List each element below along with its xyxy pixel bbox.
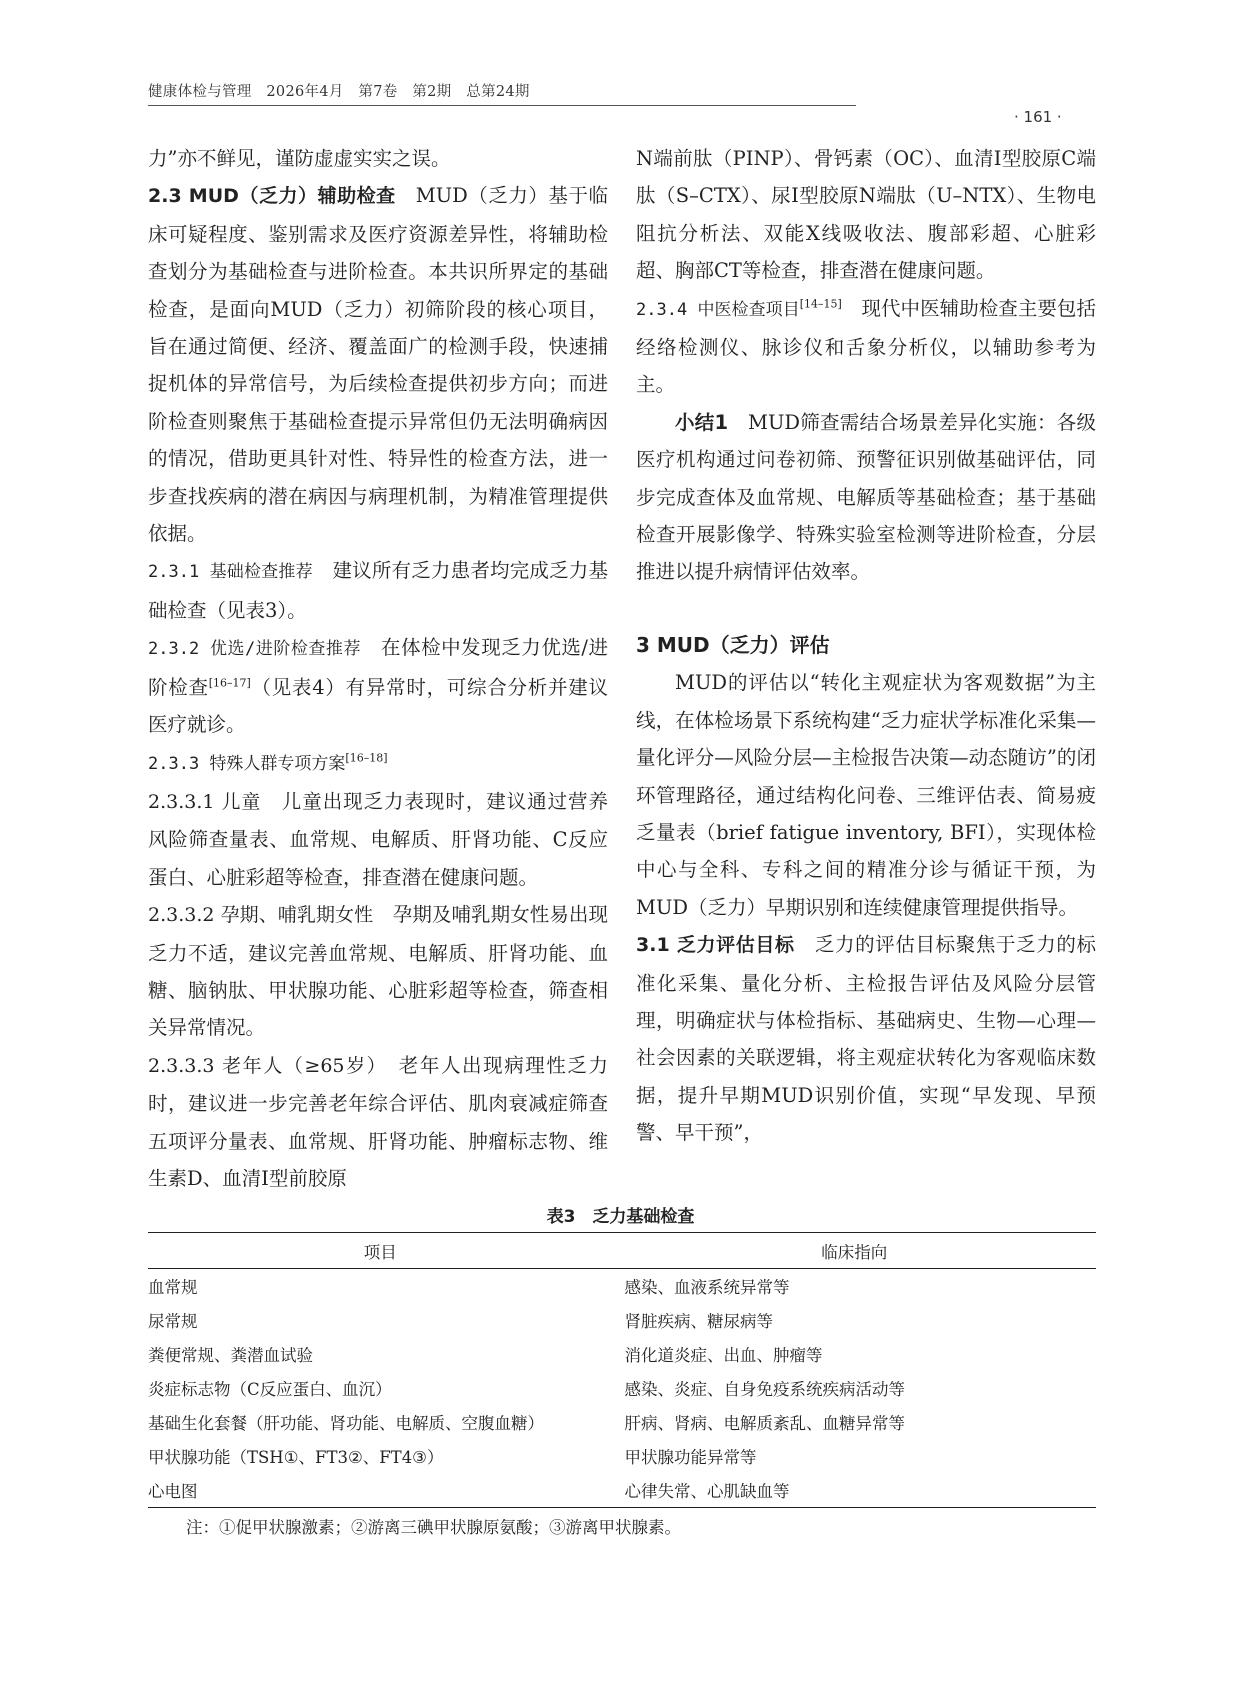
subsection-heading: 2.3.4 中医检查项目 xyxy=(636,299,800,320)
subsection-heading: 2.3.2 优选/进阶检查推荐 xyxy=(148,639,361,660)
table-cell: 消化道炎症、出血、肿瘤等 xyxy=(624,1346,823,1365)
paragraph: N端前肽（PINP）、骨钙素（OC）、血清Ⅰ型胶原C端肽（S–CTX）、尿Ⅰ型胶原N端肽（U–NTX）、生物电阻抗分析法、双能X线吸收法、腹部彩超、心脏彩超、胸部CT等检查，排查潜在健康问题。 xyxy=(636,147,1096,283)
subsection-heading: 2.3.3.3 老年人（≥65岁） xyxy=(148,1054,378,1077)
table-cell: 粪便常规、粪潜血试验 xyxy=(148,1346,313,1365)
table-cell: 感染、血液系统异常等 xyxy=(624,1278,790,1297)
summary-body: MUD筛查需结合场景差异化实施：各级医疗机构通过问卷初筛、预警征识别做基础评估，同步完成查体及血常规、电解质等基础检查；基于基础检查开展影像学、特殊实验室检测等进阶检查，分层推进以提升病情评估效率。 xyxy=(636,410,1096,584)
section-3-heading: 3 MUD（乏力）评估 xyxy=(636,632,830,657)
subsection-heading: 2.3.3.2 孕期、哺乳期女性 xyxy=(148,904,374,927)
table-cell: 心律失常、心肌缺血等 xyxy=(613,1473,1096,1508)
summary-paragraph xyxy=(636,404,1096,591)
table-header-row xyxy=(148,1233,1096,1269)
subsection-body: （见表4）有异常时，可综合分析并建议医疗就诊。 xyxy=(148,675,608,737)
section-2-3-3-3 xyxy=(148,1047,608,1198)
table-row xyxy=(148,1303,1096,1337)
table-cell: 基础生化套餐（肝功能、肾功能、电解质、空腹血糖） xyxy=(148,1414,544,1433)
section-2-3-3-2 xyxy=(148,896,608,1047)
summary-label: 小结1 xyxy=(675,410,729,434)
citation: [16–17] xyxy=(208,676,251,690)
subsection-heading: 2.3.3.1 儿童 xyxy=(148,790,262,813)
section-2-3 xyxy=(148,177,608,552)
table-note: 注：①促甲状腺激素；②游离三碘甲状腺原氨酸；③游离甲状腺素。 xyxy=(186,1518,681,1537)
header-rule xyxy=(148,105,856,106)
running-header: 健康体检与管理 2026年4月 第7卷 第2期 总第24期 xyxy=(148,84,530,100)
table-cell: 肝病、肾病、电解质紊乱、血糖异常等 xyxy=(624,1414,906,1433)
section-2-3-1 xyxy=(148,552,608,629)
table-cell: 感染、炎症、自身免疫系统疾病活动等 xyxy=(624,1380,906,1399)
table-row xyxy=(148,1371,1096,1405)
section-body: MUD（乏力）基于临床可疑程度、鉴别需求及医疗资源差异性，将辅助检查划分为基础检查与进阶检查。本共识所界定的基础检查，是面向MUD（乏力）初筛阶段的核心项目，旨在通过简便、经济、覆盖面广的检测手段，快速捕捉机体的异常信号，为后续检查提供初步方向；而进阶检查则聚焦于基础检查提示异常但仍无法明确病因的情况，借助更具针对性、特异性的检查方法，进一步查找疾病的潜在病因与病理机制，为精准管理提供依据。 xyxy=(148,184,608,546)
section-2-3-3 xyxy=(148,744,608,783)
section-2-3-4 xyxy=(636,290,1096,404)
section-heading: 2.3 MUD（乏力）辅助检查 xyxy=(148,185,396,208)
column-header: 临床指向 xyxy=(613,1233,1096,1269)
left-column xyxy=(148,140,608,1197)
table-row xyxy=(148,1405,1096,1439)
table-row xyxy=(148,1473,1096,1508)
citation: [16–18] xyxy=(345,751,388,764)
section-2-3-2 xyxy=(148,629,608,743)
table-cell: 尿常规 xyxy=(148,1312,198,1331)
section-heading: 3.1 乏力评估目标 xyxy=(636,934,795,957)
subsection-heading: 2.3.1 基础检查推荐 xyxy=(148,562,313,583)
citation: [14–15] xyxy=(799,297,842,311)
table-row xyxy=(148,1439,1096,1473)
table-cell: 肾脏疾病、糖尿病等 xyxy=(624,1312,774,1331)
right-column xyxy=(636,140,1096,1152)
section-3-1 xyxy=(636,926,1096,1151)
subsection-body: 在体检中发现乏力优选/进阶检查 xyxy=(148,636,608,699)
table-cell: 炎症标志物（C反应蛋白、血沉） xyxy=(148,1380,392,1399)
subsection-body: 现代中医辅助检查主要包括经络检测仪、脉诊仪和舌象分析仪，以辅助参考为主。 xyxy=(636,296,1096,397)
section-3-body: MUD的评估以“转化主观症状为客观数据”为主线，在体检场景下系统构建“乏力症状学标准化采集—量化评分—风险分层—主检报告决策—动态随访”的闭环管理路径，通过结构化问卷、三维评估表、简易疲乏量表（brief fatigue inventory, BFI），实现体检中心与全科、专科之间的精准分诊与循证干预，为MUD（乏力）早期识别和连续健康管理提供指导。 xyxy=(636,671,1096,919)
section-body: 乏力的评估目标聚焦于乏力的标准化采集、量化分析、主检报告评估及风险分层管理，明确症状与体检指标、基础病史、生物—心理—社会因素的关联逻辑，将主观症状转化为客观临床数据，提升早期MUD识别价值，实现“早发现、早预警、早干预”， xyxy=(636,933,1096,1145)
basic-exam-table xyxy=(148,1232,1096,1508)
page-number: · 161 · xyxy=(1014,108,1062,126)
table-cell: 甲状腺功能（TSH①、FT3②、FT4③） xyxy=(148,1448,444,1467)
table-cell: 甲状腺功能异常等 xyxy=(624,1448,757,1467)
subsection-body: 建议所有乏力患者均完成乏力基础检查（见表3）。 xyxy=(148,559,608,622)
subsection-body: 儿童出现乏力表现时，建议通过营养风险筛查量表、血常规、电解质、肝肾功能、C反应蛋白、心脏彩超等检查，排查潜在健康问题。 xyxy=(148,789,608,889)
subsection-body: 老年人出现病理性乏力时，建议进一步完善老年综合评估、肌肉衰减症筛查五项评分量表、血常规、肝肾功能、肿瘤标志物、维生素D、血清Ⅰ型前胶原 xyxy=(148,1053,608,1190)
table-title: 表3 乏力基础检查 xyxy=(546,1207,695,1227)
column-header: 项目 xyxy=(148,1233,613,1269)
table-row xyxy=(148,1337,1096,1371)
paragraph: 力”亦不鲜见，谨防虚虚实实之误。 xyxy=(148,147,451,170)
table-cell: 心电图 xyxy=(148,1473,613,1508)
section-2-3-3-1 xyxy=(148,783,608,896)
subsection-heading: 2.3.3 特殊人群专项方案 xyxy=(148,753,346,774)
table-cell: 血常规 xyxy=(148,1278,198,1297)
subsection-body: 孕期及哺乳期女性易出现乏力不适，建议完善血常规、电解质、肝肾功能、血糖、脑钠肽、甲状腺功能、心脏彩超等检查，筛查相关异常情况。 xyxy=(148,903,608,1040)
table-row xyxy=(148,1269,1096,1304)
